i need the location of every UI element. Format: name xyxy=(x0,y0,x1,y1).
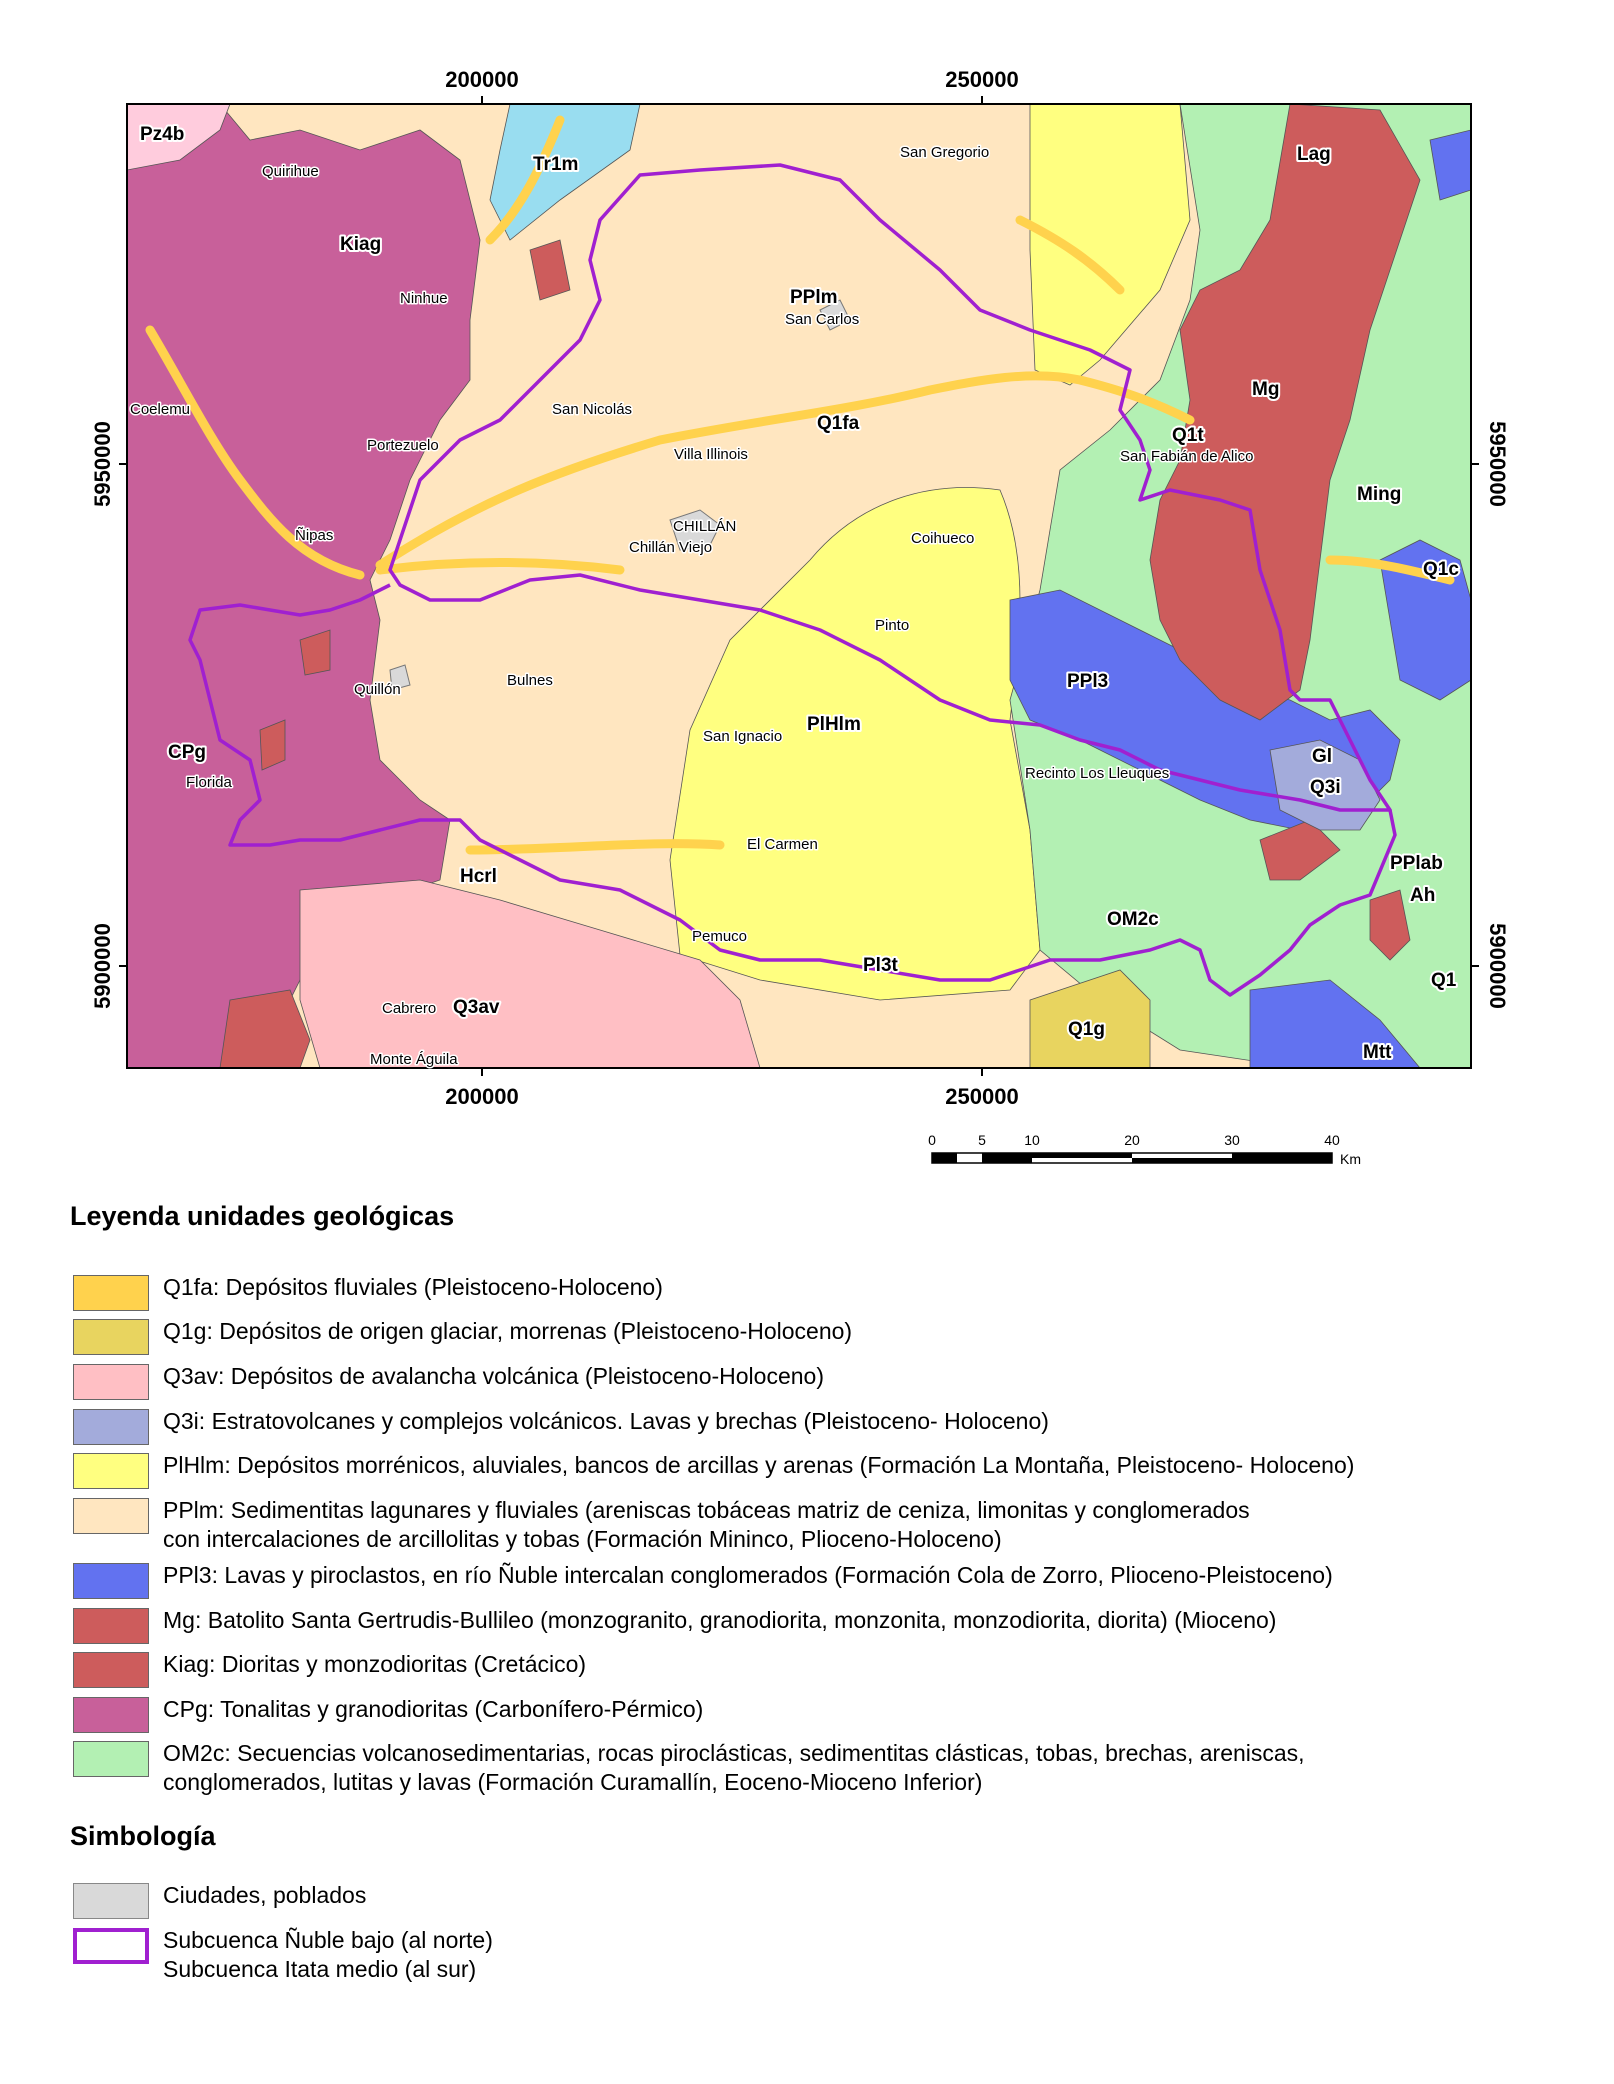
symbology-label: Subcuenca Ñuble bajo (al norte) xyxy=(163,1927,493,1953)
place-label: San Nicolás xyxy=(552,401,633,418)
scale-tick: 40 xyxy=(1324,1132,1340,1148)
unit-label: Q3av xyxy=(453,997,500,1018)
legend-item xyxy=(73,1652,1593,1688)
legend-label: Q1fa: Depósitos fluviales (Pleistoceno-Holoceno) xyxy=(163,1274,663,1300)
legend-swatch xyxy=(73,1563,149,1599)
place-label: San Ignacio xyxy=(703,728,783,745)
place-label: Coelemu xyxy=(130,401,191,418)
scale-unit: Km xyxy=(1340,1151,1361,1167)
unit-label: PPlm xyxy=(790,287,838,308)
place-label: El Carmen xyxy=(747,836,818,853)
symbology-item xyxy=(73,1883,1593,1919)
legend-label: PlHlm: Depósitos morrénicos, aluviales, bancos de arcillas y arenas (Formación La Montaña, Pleistoceno- Holoceno) xyxy=(163,1452,1355,1478)
scale-tick: 30 xyxy=(1224,1132,1240,1148)
scale-bar xyxy=(928,1132,1361,1167)
y-tick-left: 5950000 xyxy=(90,421,115,507)
boundary-swatch xyxy=(73,1928,149,1964)
legend-item xyxy=(73,1409,1593,1445)
scale-tick: 5 xyxy=(978,1132,986,1148)
place-label: Pemuco xyxy=(692,928,748,945)
legend-swatch xyxy=(73,1652,149,1688)
legend-label: OM2c: Secuencias volcanosedimentarias, rocas piroclásticas, sedimentitas clásticas, tobas, brechas, areniscas, xyxy=(163,1740,1305,1766)
scale-tick: 20 xyxy=(1124,1132,1140,1148)
unit-label: Ah xyxy=(1410,885,1436,906)
x-tick-bottom: 250000 xyxy=(945,1084,1019,1109)
unit-label: Q1c xyxy=(1423,559,1459,580)
place-label: CHILLÁN xyxy=(673,518,737,535)
symbology-item xyxy=(73,1927,1593,1982)
legend-item xyxy=(73,1364,1593,1400)
legend-swatch xyxy=(73,1364,149,1400)
place-label: Bulnes xyxy=(507,672,553,689)
unit-label: Pz4b xyxy=(140,124,185,145)
x-tick-bottom: 200000 xyxy=(445,1084,519,1109)
legend-label: conglomerados, lutitas y lavas (Formación Curamallín, Eoceno-Mioceno Inferior) xyxy=(163,1769,983,1795)
city-swatch xyxy=(73,1883,149,1919)
legend-item xyxy=(73,1275,1593,1311)
legend-label: con intercalaciones de arcillolitas y tobas (Formación Mininco, Plioceno-Holoceno) xyxy=(163,1526,1002,1552)
unit-label: Gl xyxy=(1312,746,1333,767)
x-tick-top: 250000 xyxy=(945,67,1019,92)
unit-label: Mtt xyxy=(1363,1042,1392,1063)
legend-swatch xyxy=(73,1319,149,1355)
symbology-label: Ciudades, poblados xyxy=(163,1882,367,1908)
place-label: Ninhue xyxy=(400,290,448,307)
place-label: Monte Águila xyxy=(370,1051,458,1068)
scale-tick: 10 xyxy=(1024,1132,1040,1148)
unit-label: Kiag xyxy=(340,234,382,255)
legend-title: Leyenda unidades geológicas xyxy=(70,1201,455,1231)
unit-label: Lag xyxy=(1297,144,1331,165)
unit-label: PPlab xyxy=(1390,853,1443,874)
unit-label: PPl3 xyxy=(1067,671,1109,692)
unit-label: Q1 xyxy=(1431,970,1457,991)
unit-label: PlHlm xyxy=(807,714,861,735)
symbology-title: Simbología xyxy=(70,1821,216,1851)
unit-label: OM2c xyxy=(1107,909,1159,930)
y-tick-left: 5900000 xyxy=(90,923,115,1009)
unit-label: Q1t xyxy=(1172,425,1204,446)
unit-label: Tr1m xyxy=(533,154,579,175)
legend-item xyxy=(73,1497,1593,1552)
legend-item xyxy=(73,1319,1593,1355)
unit-label: Q1g xyxy=(1068,1019,1105,1040)
place-label: Quillón xyxy=(354,681,401,698)
place-label: Coihueco xyxy=(911,530,975,547)
legend-swatch xyxy=(73,1409,149,1445)
place-label: Recinto Los Lleuques xyxy=(1025,765,1170,782)
legend-label: PPlm: Sedimentitas lagunares y fluviales (areniscas tobáceas matriz de ceniza, limonitas y conglomerados xyxy=(163,1497,1250,1523)
place-label: Villa Illinois xyxy=(674,446,748,463)
legend-label: PPl3: Lavas y piroclastos, en río Ñuble intercalan conglomerados (Formación Cola de Zorro, Plioceno-Pleistoceno) xyxy=(163,1562,1333,1588)
legend-swatch xyxy=(73,1741,149,1777)
y-tick-right: 5900000 xyxy=(1485,923,1510,1009)
unit-label: Pl3t xyxy=(863,955,898,976)
legend-label: Mg: Batolito Santa Gertrudis-Bullileo (monzogranito, granodiorita, monzonita, monzodiorita, diorita) (Mioceno) xyxy=(163,1607,1277,1633)
map-body xyxy=(127,104,1471,1068)
legend-label: Q3av: Depósitos de avalancha volcánica (Pleistoceno-Holoceno) xyxy=(163,1363,824,1389)
place-label: Florida xyxy=(186,774,232,791)
legend-label: Q3i: Estratovolcanes y complejos volcánicos. Lavas y brechas (Pleistoceno- Holoceno) xyxy=(163,1408,1049,1434)
place-label: San Gregorio xyxy=(900,144,990,161)
legend-swatch xyxy=(73,1697,149,1733)
legend-label: Q1g: Depósitos de origen glaciar, morrenas (Pleistoceno-Holoceno) xyxy=(163,1318,853,1344)
legend-label: CPg: Tonalitas y granodioritas (Carbonífero-Pérmico) xyxy=(163,1696,704,1722)
legend-item xyxy=(73,1608,1593,1644)
legend-swatch xyxy=(73,1498,149,1534)
y-tick-right: 5950000 xyxy=(1485,421,1510,507)
place-label: San Fabián de Alico xyxy=(1120,448,1254,465)
place-label: Portezuelo xyxy=(367,437,439,454)
place-label: Quirihue xyxy=(262,163,319,180)
symbology-label: Subcuenca Itata medio (al sur) xyxy=(163,1956,477,1982)
legend-swatch xyxy=(73,1453,149,1489)
legend-item xyxy=(73,1697,1593,1733)
unit-label: Mg xyxy=(1252,379,1280,400)
legend-label: Kiag: Dioritas y monzodioritas (Cretácico) xyxy=(163,1651,587,1677)
unit-label: Hcrl xyxy=(460,866,497,887)
legend-item xyxy=(73,1453,1593,1489)
unit-label: Q1fa xyxy=(817,413,860,434)
place-label: Chillán Viejo xyxy=(629,539,713,556)
unit-label: CPg xyxy=(168,742,206,763)
unit-label: Q3i xyxy=(1310,777,1341,798)
place-label: San Carlos xyxy=(785,311,860,328)
scale-tick: 0 xyxy=(928,1132,936,1148)
legend-swatch xyxy=(73,1608,149,1644)
place-label: Ñipas xyxy=(295,527,334,544)
legend-swatch xyxy=(73,1275,149,1311)
legend-item xyxy=(73,1740,1593,1795)
unit-label: Ming xyxy=(1357,484,1402,505)
place-label: Pinto xyxy=(875,617,910,634)
x-tick-top: 200000 xyxy=(445,67,519,92)
place-label: Cabrero xyxy=(382,1000,437,1017)
legend-item xyxy=(73,1563,1593,1599)
